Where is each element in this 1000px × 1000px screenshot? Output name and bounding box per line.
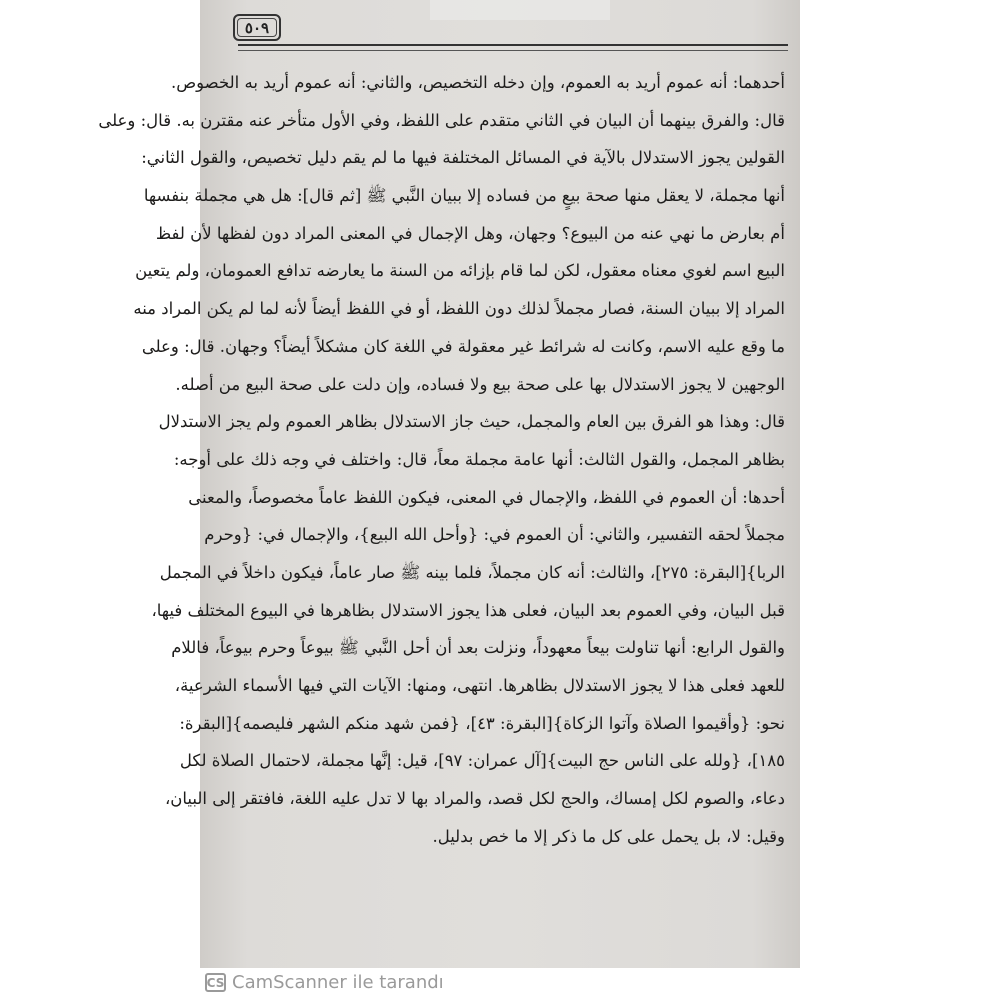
text-line: أحدهما: أنه عموم أريد به العموم، وإن دخله التخصيص، والثاني: أنه عموم أريد به الخصوص. <box>170 73 785 92</box>
text-line: الربا}[البقرة: ٢٧٥]، والثالث: أنه كان مجملاً، فلما بينه ﷺ صار عاماً، فيكون داخلاً في المجمل <box>159 562 785 582</box>
text-line: ١٨٥]، {ولله على الناس حج البيت}[آل عمران: ٩٧]، قيل: إنَّها مجملة، لاحتمال الصلاة لكل <box>179 751 785 771</box>
text-line: أحدها: أن العموم في اللفظ، والإجمال في المعنى، فيكون اللفظ عاماً مخصوصاً، والمعنى <box>188 487 785 507</box>
header-rule <box>238 44 788 51</box>
text-line: مجملاً لحقه التفسير، والثاني: أن العموم في: {وأحل الله البيع}، والإجمال في: {وحرم <box>204 525 785 545</box>
text-line: دعاء، والصوم لكل إمساك، والحج لكل قصد، والمراد بها لا تدل عليه اللغة، فافتقر إلى البيان، <box>164 789 785 809</box>
text-line: بظاهر المجمل، والقول الثالث: أنها عامة مجملة معاً، قال: واختلف في وجه ذلك على أوجه: <box>173 449 785 469</box>
scan-artifact <box>430 0 610 20</box>
camscanner-logo-icon: CS <box>205 973 226 992</box>
text-line: ما وقع عليه الاسم، وكانت له شرائط غير معقولة في اللغة كان مشكلاً أيضاً؟ وجهان. قال: وعلى <box>141 336 785 356</box>
text-line: الوجهين لا يجوز الاستدلال بها على صحة بيع ولا فساده، وإن دلت على صحة البيع من أصله. <box>175 374 785 394</box>
text-line: أنها مجملة، لا يعقل منها صحة بيعٍ من فساده إلا ببيان النَّبي ﷺ [ثم قال]: هل هي مجملة بنفسها <box>143 186 785 206</box>
text-line: والقول الرابع: أنها تناولت بيعاً معهوداً، ونزلت بعد أن أحل النَّبي ﷺ بيوعاً وحرم بيوعاً، فاللام <box>171 638 785 658</box>
watermark-text: CamScanner ile tarandı <box>232 972 444 993</box>
text-line: المراد إلا ببيان السنة، فصار مجملاً لذلك دون اللفظ، أو في اللفظ أيضاً لأنه لما لم يكن المراد منه <box>133 299 785 319</box>
text-line: قال: والفرق بينهما أن البيان في الثاني متقدم على اللفظ، وفي الأول متأخر عنه مقترن به. قال: وعلى <box>98 110 785 130</box>
scanner-watermark <box>205 972 444 993</box>
text-line: القولين يجوز الاستدلال بالآية في المسائل المختلفة فيها ما لم يقم دليل تخصيص، والقول الثاني: <box>141 148 785 168</box>
text-line: أم بعارض ما نهي عنه من البيوع؟ وجهان، وهل الإجمال في المعنى المراد دون لفظها لأن لفظ <box>155 223 785 243</box>
text-line: قال: وهذا هو الفرق بين العام والمجمل، حيث جاز الاستدلال بظاهر العموم ولم يجز الاستدلال <box>158 412 785 432</box>
text-line: وقيل: لا، بل يحمل على كل ما ذكر إلا ما خص بدليل. <box>432 826 785 846</box>
text-line: البيع اسم لغوي معناه معقول، لكن لما قام بإزائه من السنة ما يعارضه تدافع العمومان، ولم يتعين <box>135 261 785 281</box>
page-body-text <box>98 64 785 855</box>
text-line: للعهد فعلى هذا لا يجوز الاستدلال بظاهرها. انتهى، ومنها: الآيات التي فيها الأسماء الشرعية، <box>174 676 785 695</box>
page-number: ٥٠٩ <box>233 14 281 41</box>
text-line: نحو: {وأقيموا الصلاة وآتوا الزكاة}[البقرة: ٤٣]، {فمن شهد منكم الشهر فليصمه}[البقرة: <box>179 713 785 733</box>
text-line: قبل البيان، وفي العموم بعد البيان، فعلى هذا يجوز الاستدلال بظاهرها في البيوع المختلف فيها، <box>151 600 785 620</box>
